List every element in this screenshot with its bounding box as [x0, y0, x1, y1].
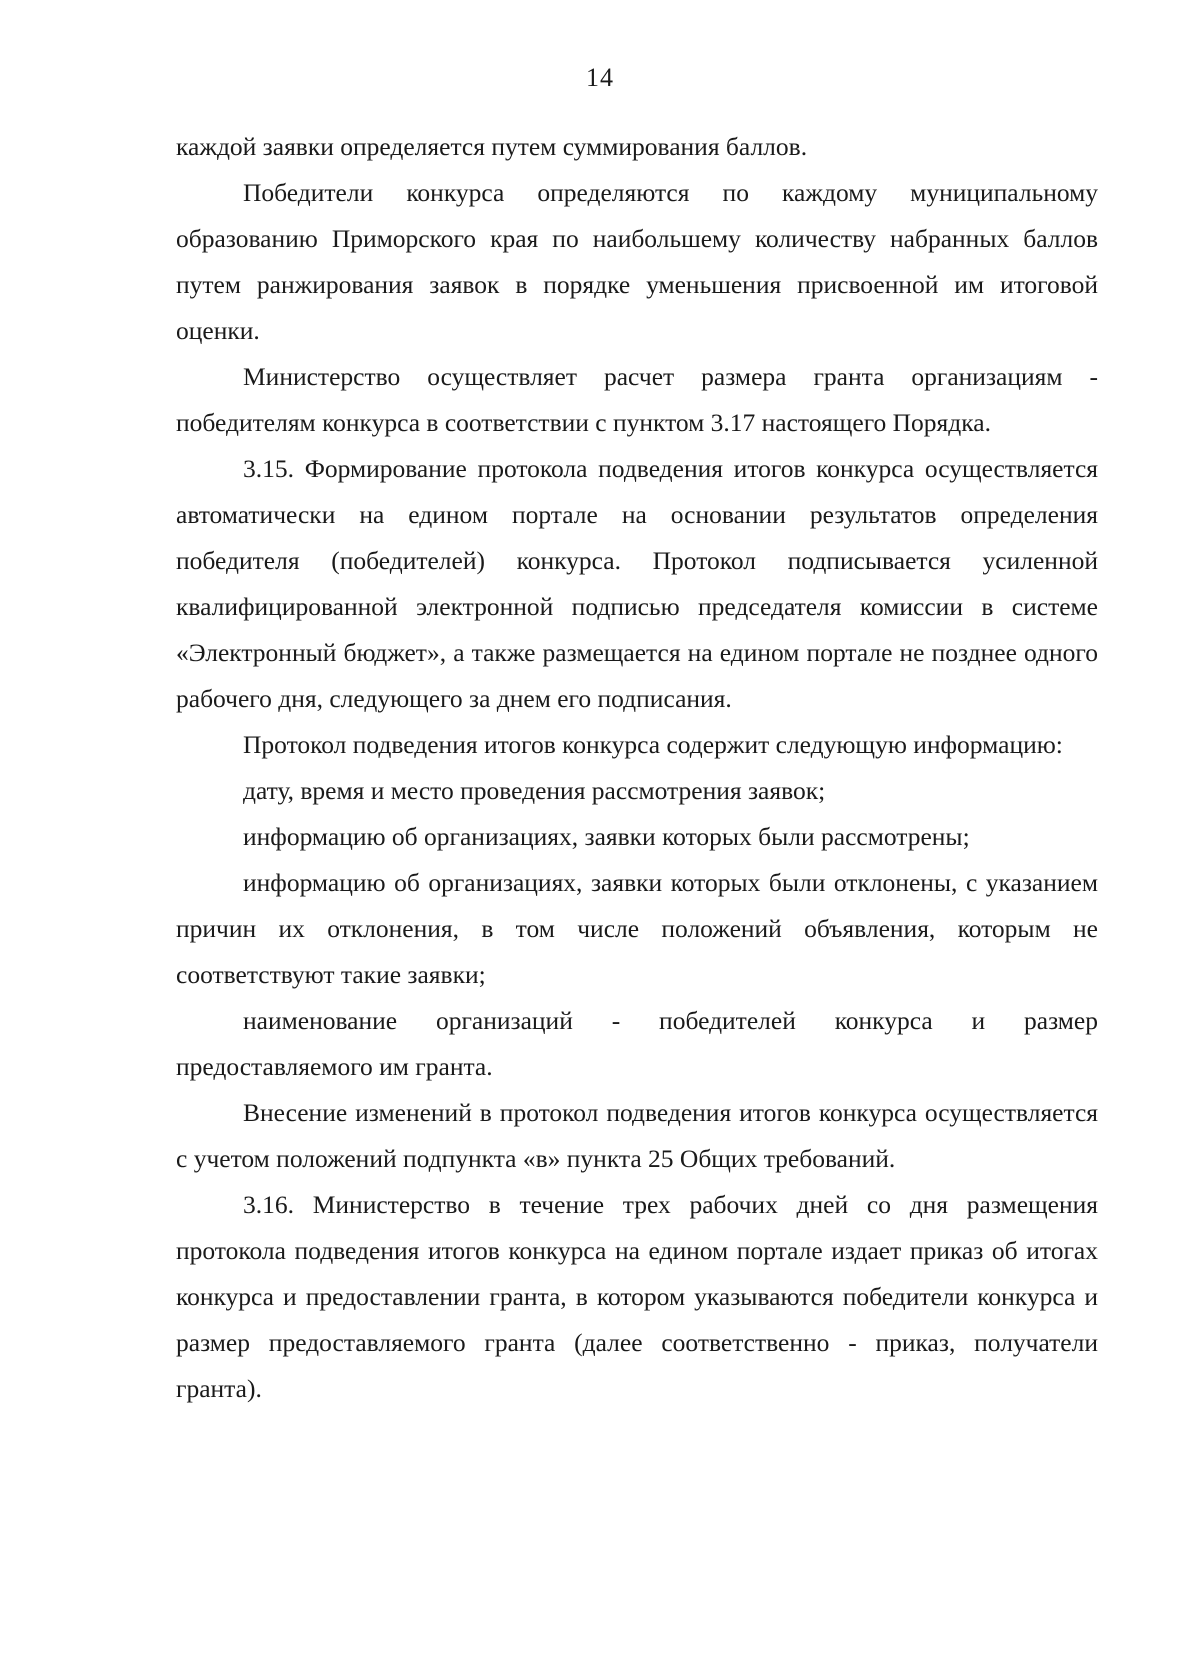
- paragraph-9: наименование организаций - победителей конкурса и размер предоставляемого им гранта.: [176, 1006, 1098, 1081]
- page-number: 14: [586, 63, 614, 92]
- document-body: [176, 124, 1098, 1412]
- paragraph-2: Победители конкурса определяются по каждому муниципальному образованию Приморского края по наибольшему количеству набранных баллов путем ранжирования заявок в порядке уменьшения присвоенной им итоговой оценки.: [176, 178, 1098, 345]
- paragraph-5: Протокол подведения итогов конкурса содержит следующую информацию:: [243, 730, 1063, 759]
- paragraph-3: Министерство осуществляет расчет размера гранта организациям - победителям конкурса в соответствии с пунктом 3.17 настоящего Порядка.: [176, 362, 1098, 437]
- paragraph-8: информацию об организациях, заявки которых были отклонены, с указанием причин их отклонения, в том числе положений объявления, которым не соответствуют такие заявки;: [176, 868, 1098, 989]
- paragraph-10: Внесение изменений в протокол подведения итогов конкурса осуществляется с учетом положений подпункта «в» пункта 25 Общих требований.: [176, 1098, 1098, 1173]
- paragraph-11: 3.16. Министерство в течение трех рабочих дней со дня размещения протокола подведения итогов конкурса на едином портале издает приказ об итогах конкурса и предоставлении гранта, в котором указываются победители конкурса и размер предоставляемого гранта (далее соответственно - приказ, получатели гранта).: [176, 1190, 1098, 1403]
- paragraph-1: каждой заявки определяется путем суммирования баллов.: [176, 132, 808, 161]
- paragraph-4: 3.15. Формирование протокола подведения итогов конкурса осуществляется автоматически на едином портале на основании результатов определения победителя (победителей) конкурса. Протокол подписывается усиленной квалифицированной электронной подписью председателя комиссии в системе «Электронный бюджет», а также размещается на едином портале не позднее одного рабочего дня, следующего за днем его подписания.: [176, 454, 1098, 713]
- paragraph-7: информацию об организациях, заявки которых были рассмотрены;: [243, 822, 970, 851]
- paragraph-6: дату, время и место проведения рассмотрения заявок;: [243, 776, 826, 805]
